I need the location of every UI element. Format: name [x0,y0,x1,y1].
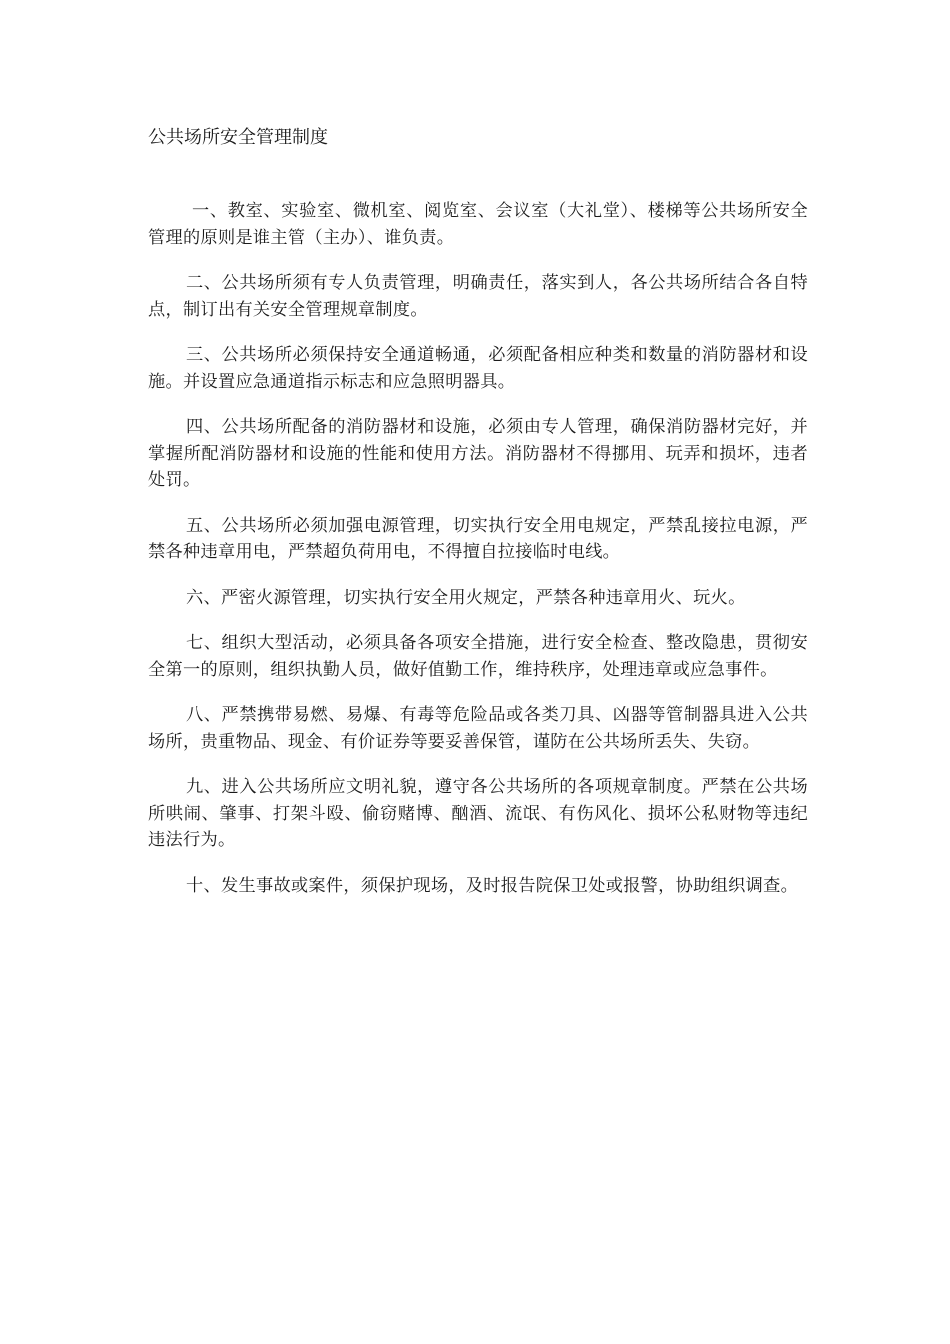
paragraph-7: 七、组织大型活动，必须具备各项安全措施，进行安全检查、整改隐患，贯彻安全第一的原则，组织执勤人员，做好值勤工作，维持秩序，处理违章或应急事件。 [148,633,808,680]
document-title: 公共场所安全管理制度 [148,127,328,148]
paragraph-4: 四、公共场所配备的消防器材和设施，必须由专人管理，确保消防器材完好，并掌握所配消防器材和设施的性能和使用方法。消防器材不得挪用、玩弄和损坏，违者处罚。 [148,417,808,490]
paragraph-10: 十、发生事故或案件，须保护现场，及时报告院保卫处或报警，协助组织调查。 [186,875,799,896]
paragraph-5: 五、公共场所必须加强电源管理，切实执行安全用电规定，严禁乱接拉电源，严禁各种违章用电，严禁超负荷用电，不得擅自拉接临时电线。 [148,515,808,562]
paragraph-6: 六、严密火源管理，切实执行安全用火规定，严禁各种违章用火、玩火。 [186,587,746,608]
paragraph-8: 八、严禁携带易燃、易爆、有毒等危险品或各类刀具、凶器等管制器具进入公共场所，贵重物品、现金、有价证券等要妥善保管，谨防在公共场所丢失、失窃。 [148,705,808,752]
paragraph-9: 九、进入公共场所应文明礼貌，遵守各公共场所的各项规章制度。严禁在公共场所哄闹、肇事、打架斗殴、偷窃赌博、酗酒、流氓、有伤风化、损坏公私财物等违纪违法行为。 [148,777,808,850]
paragraph-3: 三、公共场所必须保持安全通道畅通，必须配备相应种类和数量的消防器材和设施。并设置应急通道指示标志和应急照明器具。 [148,345,808,392]
paragraph-1: 一、教室、实验室、微机室、阅览室、会议室（大礼堂）、楼梯等公共场所安全管理的原则是谁主管（主办）、谁负责。 [148,201,808,248]
document-body [148,198,808,918]
paragraph-2: 二、公共场所须有专人负责管理，明确责任，落实到人，各公共场所结合各自特点，制订出有关安全管理规章制度。 [148,273,808,320]
